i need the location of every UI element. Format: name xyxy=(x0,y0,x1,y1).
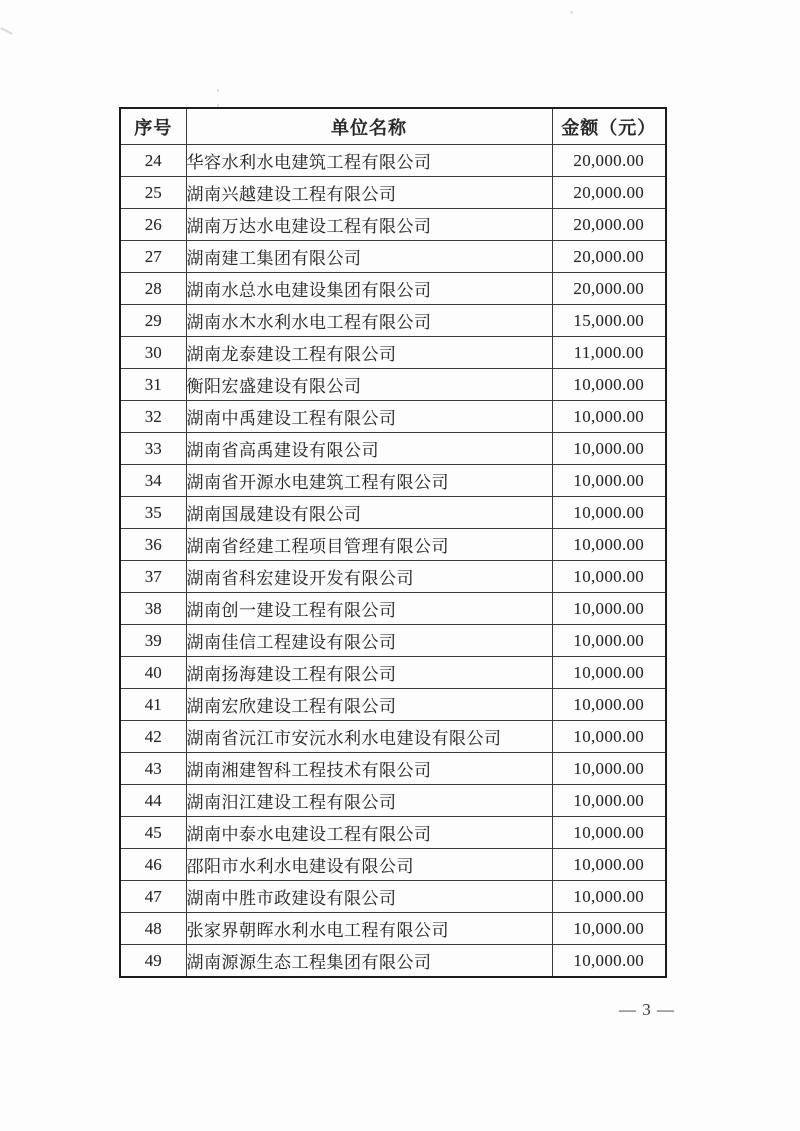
row-company-name: 湖南省沅江市安沅水利水电建设有限公司 xyxy=(186,721,552,753)
table-row xyxy=(120,785,666,817)
row-serial-number: 48 xyxy=(120,913,186,945)
row-company-name: 湖南宏欣建设工程有限公司 xyxy=(186,689,552,721)
row-company-name: 湖南省科宏建设开发有限公司 xyxy=(186,561,552,593)
row-serial-number: 35 xyxy=(120,497,186,529)
row-serial-number: 37 xyxy=(120,561,186,593)
page-number: — 3 — xyxy=(619,1000,675,1019)
row-amount: 10,000.00 xyxy=(552,369,666,401)
row-amount: 15,000.00 xyxy=(552,305,666,337)
row-company-name: 湖南龙泰建设工程有限公司 xyxy=(186,337,552,369)
row-amount: 10,000.00 xyxy=(552,753,666,785)
table-row xyxy=(120,401,666,433)
row-amount: 20,000.00 xyxy=(552,241,666,273)
table-header xyxy=(120,108,666,145)
table-row xyxy=(120,369,666,401)
table-body xyxy=(120,145,666,978)
row-company-name: 湖南源源生态工程集团有限公司 xyxy=(186,945,552,978)
table-row xyxy=(120,145,666,177)
row-amount: 10,000.00 xyxy=(552,721,666,753)
table-row xyxy=(120,721,666,753)
row-serial-number: 32 xyxy=(120,401,186,433)
row-company-name: 张家界朝晖水利水电工程有限公司 xyxy=(186,913,552,945)
col-header-amount-yuan: 金额（元） xyxy=(552,108,666,145)
table-row xyxy=(120,817,666,849)
row-serial-number: 31 xyxy=(120,369,186,401)
col-header-serial-number: 序号 xyxy=(120,108,186,145)
row-company-name: 湖南湘建智科工程技术有限公司 xyxy=(186,753,552,785)
row-serial-number: 43 xyxy=(120,753,186,785)
row-amount: 20,000.00 xyxy=(552,273,666,305)
row-amount: 10,000.00 xyxy=(552,945,666,978)
row-amount: 20,000.00 xyxy=(552,209,666,241)
row-amount: 10,000.00 xyxy=(552,465,666,497)
row-company-name: 湖南水木水利水电工程有限公司 xyxy=(186,305,552,337)
row-amount: 10,000.00 xyxy=(552,401,666,433)
row-serial-number: 26 xyxy=(120,209,186,241)
row-company-name: 湖南中泰水电建设工程有限公司 xyxy=(186,817,552,849)
row-company-name: 湖南佳信工程建设有限公司 xyxy=(186,625,552,657)
table-row xyxy=(120,305,666,337)
row-amount: 10,000.00 xyxy=(552,689,666,721)
row-serial-number: 46 xyxy=(120,849,186,881)
row-company-name: 湖南国晟建设有限公司 xyxy=(186,497,552,529)
table-row xyxy=(120,465,666,497)
row-serial-number: 39 xyxy=(120,625,186,657)
row-amount: 10,000.00 xyxy=(552,625,666,657)
row-company-name: 湖南省高禹建设有限公司 xyxy=(186,433,552,465)
scan-artifact xyxy=(0,27,12,35)
table-row xyxy=(120,241,666,273)
row-amount: 10,000.00 xyxy=(552,433,666,465)
row-serial-number: 47 xyxy=(120,881,186,913)
row-company-name: 邵阳市水利水电建设有限公司 xyxy=(186,849,552,881)
table-row xyxy=(120,945,666,978)
row-company-name: 湖南扬海建设工程有限公司 xyxy=(186,657,552,689)
row-company-name: 湖南中禹建设工程有限公司 xyxy=(186,401,552,433)
table-row xyxy=(120,497,666,529)
row-serial-number: 24 xyxy=(120,145,186,177)
row-serial-number: 27 xyxy=(120,241,186,273)
table-row xyxy=(120,337,666,369)
table-row xyxy=(120,433,666,465)
row-serial-number: 40 xyxy=(120,657,186,689)
row-serial-number: 30 xyxy=(120,337,186,369)
row-amount: 10,000.00 xyxy=(552,785,666,817)
row-company-name: 湖南建工集团有限公司 xyxy=(186,241,552,273)
row-amount: 20,000.00 xyxy=(552,177,666,209)
row-serial-number: 45 xyxy=(120,817,186,849)
row-serial-number: 33 xyxy=(120,433,186,465)
row-serial-number: 44 xyxy=(120,785,186,817)
row-company-name: 湖南创一建设工程有限公司 xyxy=(186,593,552,625)
row-amount: 10,000.00 xyxy=(552,881,666,913)
scan-artifact xyxy=(217,89,219,92)
row-amount: 10,000.00 xyxy=(552,817,666,849)
row-serial-number: 42 xyxy=(120,721,186,753)
table-row xyxy=(120,881,666,913)
table-row xyxy=(120,849,666,881)
row-company-name: 湖南万达水电建设工程有限公司 xyxy=(186,209,552,241)
row-company-name: 湖南兴越建设工程有限公司 xyxy=(186,177,552,209)
row-company-name: 湖南水总水电建设集团有限公司 xyxy=(186,273,552,305)
table-row xyxy=(120,625,666,657)
row-company-name: 湖南省经建工程项目管理有限公司 xyxy=(186,529,552,561)
row-serial-number: 41 xyxy=(120,689,186,721)
row-company-name: 衡阳宏盛建设有限公司 xyxy=(186,369,552,401)
row-amount: 11,000.00 xyxy=(552,337,666,369)
table-row xyxy=(120,177,666,209)
table-header-row xyxy=(120,108,666,145)
row-serial-number: 29 xyxy=(120,305,186,337)
row-amount: 10,000.00 xyxy=(552,561,666,593)
row-amount: 10,000.00 xyxy=(552,497,666,529)
scan-artifact xyxy=(570,11,573,14)
table-row xyxy=(120,593,666,625)
row-company-name: 湖南汨江建设工程有限公司 xyxy=(186,785,552,817)
table-row xyxy=(120,657,666,689)
table-row xyxy=(120,913,666,945)
table-row xyxy=(120,209,666,241)
row-serial-number: 49 xyxy=(120,945,186,978)
row-serial-number: 28 xyxy=(120,273,186,305)
row-amount: 10,000.00 xyxy=(552,849,666,881)
row-amount: 10,000.00 xyxy=(552,913,666,945)
row-company-name: 湖南省开源水电建筑工程有限公司 xyxy=(186,465,552,497)
row-amount: 20,000.00 xyxy=(552,145,666,177)
table-row xyxy=(120,561,666,593)
row-company-name: 湖南中胜市政建设有限公司 xyxy=(186,881,552,913)
table-row xyxy=(120,273,666,305)
table-row xyxy=(120,689,666,721)
col-header-unit-name: 单位名称 xyxy=(186,108,552,145)
row-company-name: 华容水利水电建筑工程有限公司 xyxy=(186,145,552,177)
table-row xyxy=(120,529,666,561)
row-amount: 10,000.00 xyxy=(552,593,666,625)
row-serial-number: 25 xyxy=(120,177,186,209)
row-amount: 10,000.00 xyxy=(552,657,666,689)
payment-amount-table xyxy=(119,107,667,978)
table-row xyxy=(120,753,666,785)
row-amount: 10,000.00 xyxy=(552,529,666,561)
row-serial-number: 34 xyxy=(120,465,186,497)
row-serial-number: 38 xyxy=(120,593,186,625)
row-serial-number: 36 xyxy=(120,529,186,561)
